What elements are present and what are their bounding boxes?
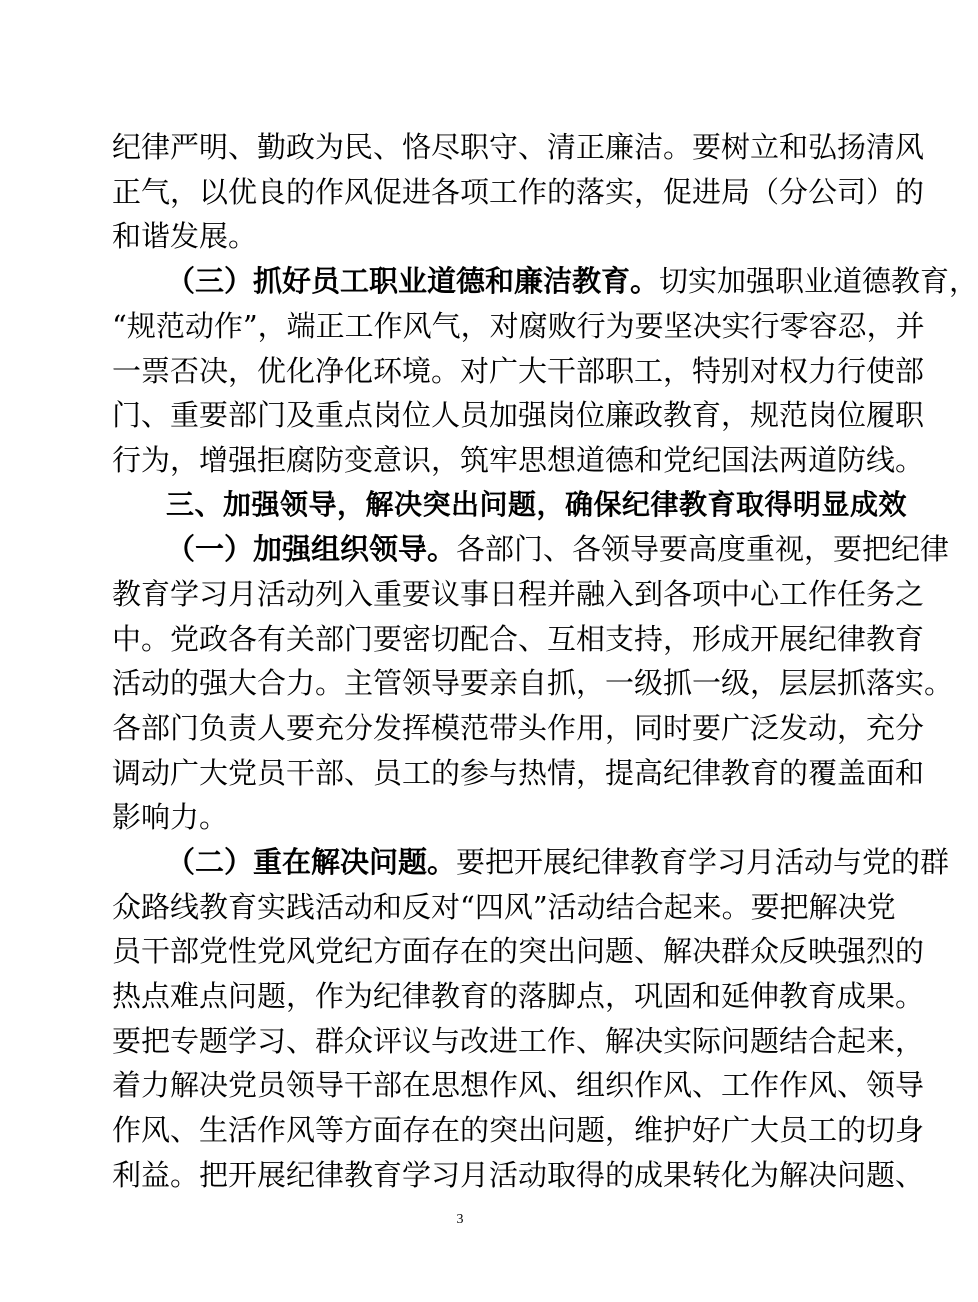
body-line: 利益。把开展纪律教育学习月活动取得的成果转化为解决问题、: [112, 1158, 925, 1192]
body-line: “规范动作”，端正工作风气，对腐败行为要坚决实行零容忍，并: [112, 309, 925, 343]
subsection-text: 切实加强职业道德教育，: [659, 264, 978, 298]
body-line: 作风、生活作风等方面存在的突出问题，维护好广大员工的切身: [112, 1113, 925, 1147]
body-line: 着力解决党员领导干部在思想作风、组织作风、工作作风、领导: [112, 1068, 925, 1102]
body-line: 员干部党性党风党纪方面存在的突出问题、解决群众反映强烈的: [112, 934, 925, 968]
subsection-text: 各部门、各领导要高度重视，要把纪律: [456, 532, 950, 566]
body-line: 行为，增强拒腐防变意识，筑牢思想道德和党纪国法两道防线。: [112, 443, 925, 477]
subsection-title: （一）加强组织领导。: [166, 532, 457, 566]
body-line: 活动的强大合力。主管领导要亲自抓，一级抓一级，层层抓落实。: [112, 666, 954, 700]
body-line: 一票否决，优化净化环境。对广大干部职工，特别对权力行使部: [112, 354, 925, 388]
body-line: 影响力。: [112, 800, 229, 834]
body-line: 教育学习月活动列入重要议事日程并融入到各项中心工作任务之: [112, 577, 925, 611]
body-line: 正气，以优良的作风促进各项工作的落实，促进局（分公司）的: [112, 175, 925, 209]
subsection-title: （二）重在解决问题。: [166, 845, 457, 879]
body-line: 门、重要部门及重点岗位人员加强岗位廉政教育，规范岗位履职: [112, 398, 925, 432]
section-heading: 三、加强领导，解决突出问题，确保纪律教育取得明显成效: [166, 488, 908, 521]
body-line: 和谐发展。: [112, 219, 258, 253]
body-line: 各部门负责人要充分发挥模范带头作用，同时要广泛发动，充分: [112, 711, 925, 745]
subsection-text: 要把开展纪律教育学习月活动与党的群: [456, 845, 950, 879]
body-line: 调动广大党员干部、员工的参与热情，提高纪律教育的覆盖面和: [112, 756, 925, 790]
body-line: 要把专题学习、群众评议与改进工作、解决实际问题结合起来，: [112, 1024, 925, 1058]
body-line: 纪律严明、勤政为民、恪尽职守、清正廉洁。要树立和弘扬清风: [112, 130, 925, 164]
subsection-paragraph-line: [166, 259, 978, 303]
subsection-paragraph-line: [166, 527, 950, 571]
body-line: 众路线教育实践活动和反对“四风”活动结合起来。要把解决党: [112, 890, 896, 924]
subsection-title: （三）抓好员工职业道德和廉洁教育。: [166, 264, 660, 298]
body-line: 热点难点问题，作为纪律教育的落脚点，巩固和延伸教育成果。: [112, 979, 925, 1013]
body-line: 中。党政各有关部门要密切配合、互相支持，形成开展纪律教育: [112, 622, 925, 656]
page-number: 3: [456, 1212, 464, 1227]
subsection-paragraph-line: [166, 840, 950, 884]
